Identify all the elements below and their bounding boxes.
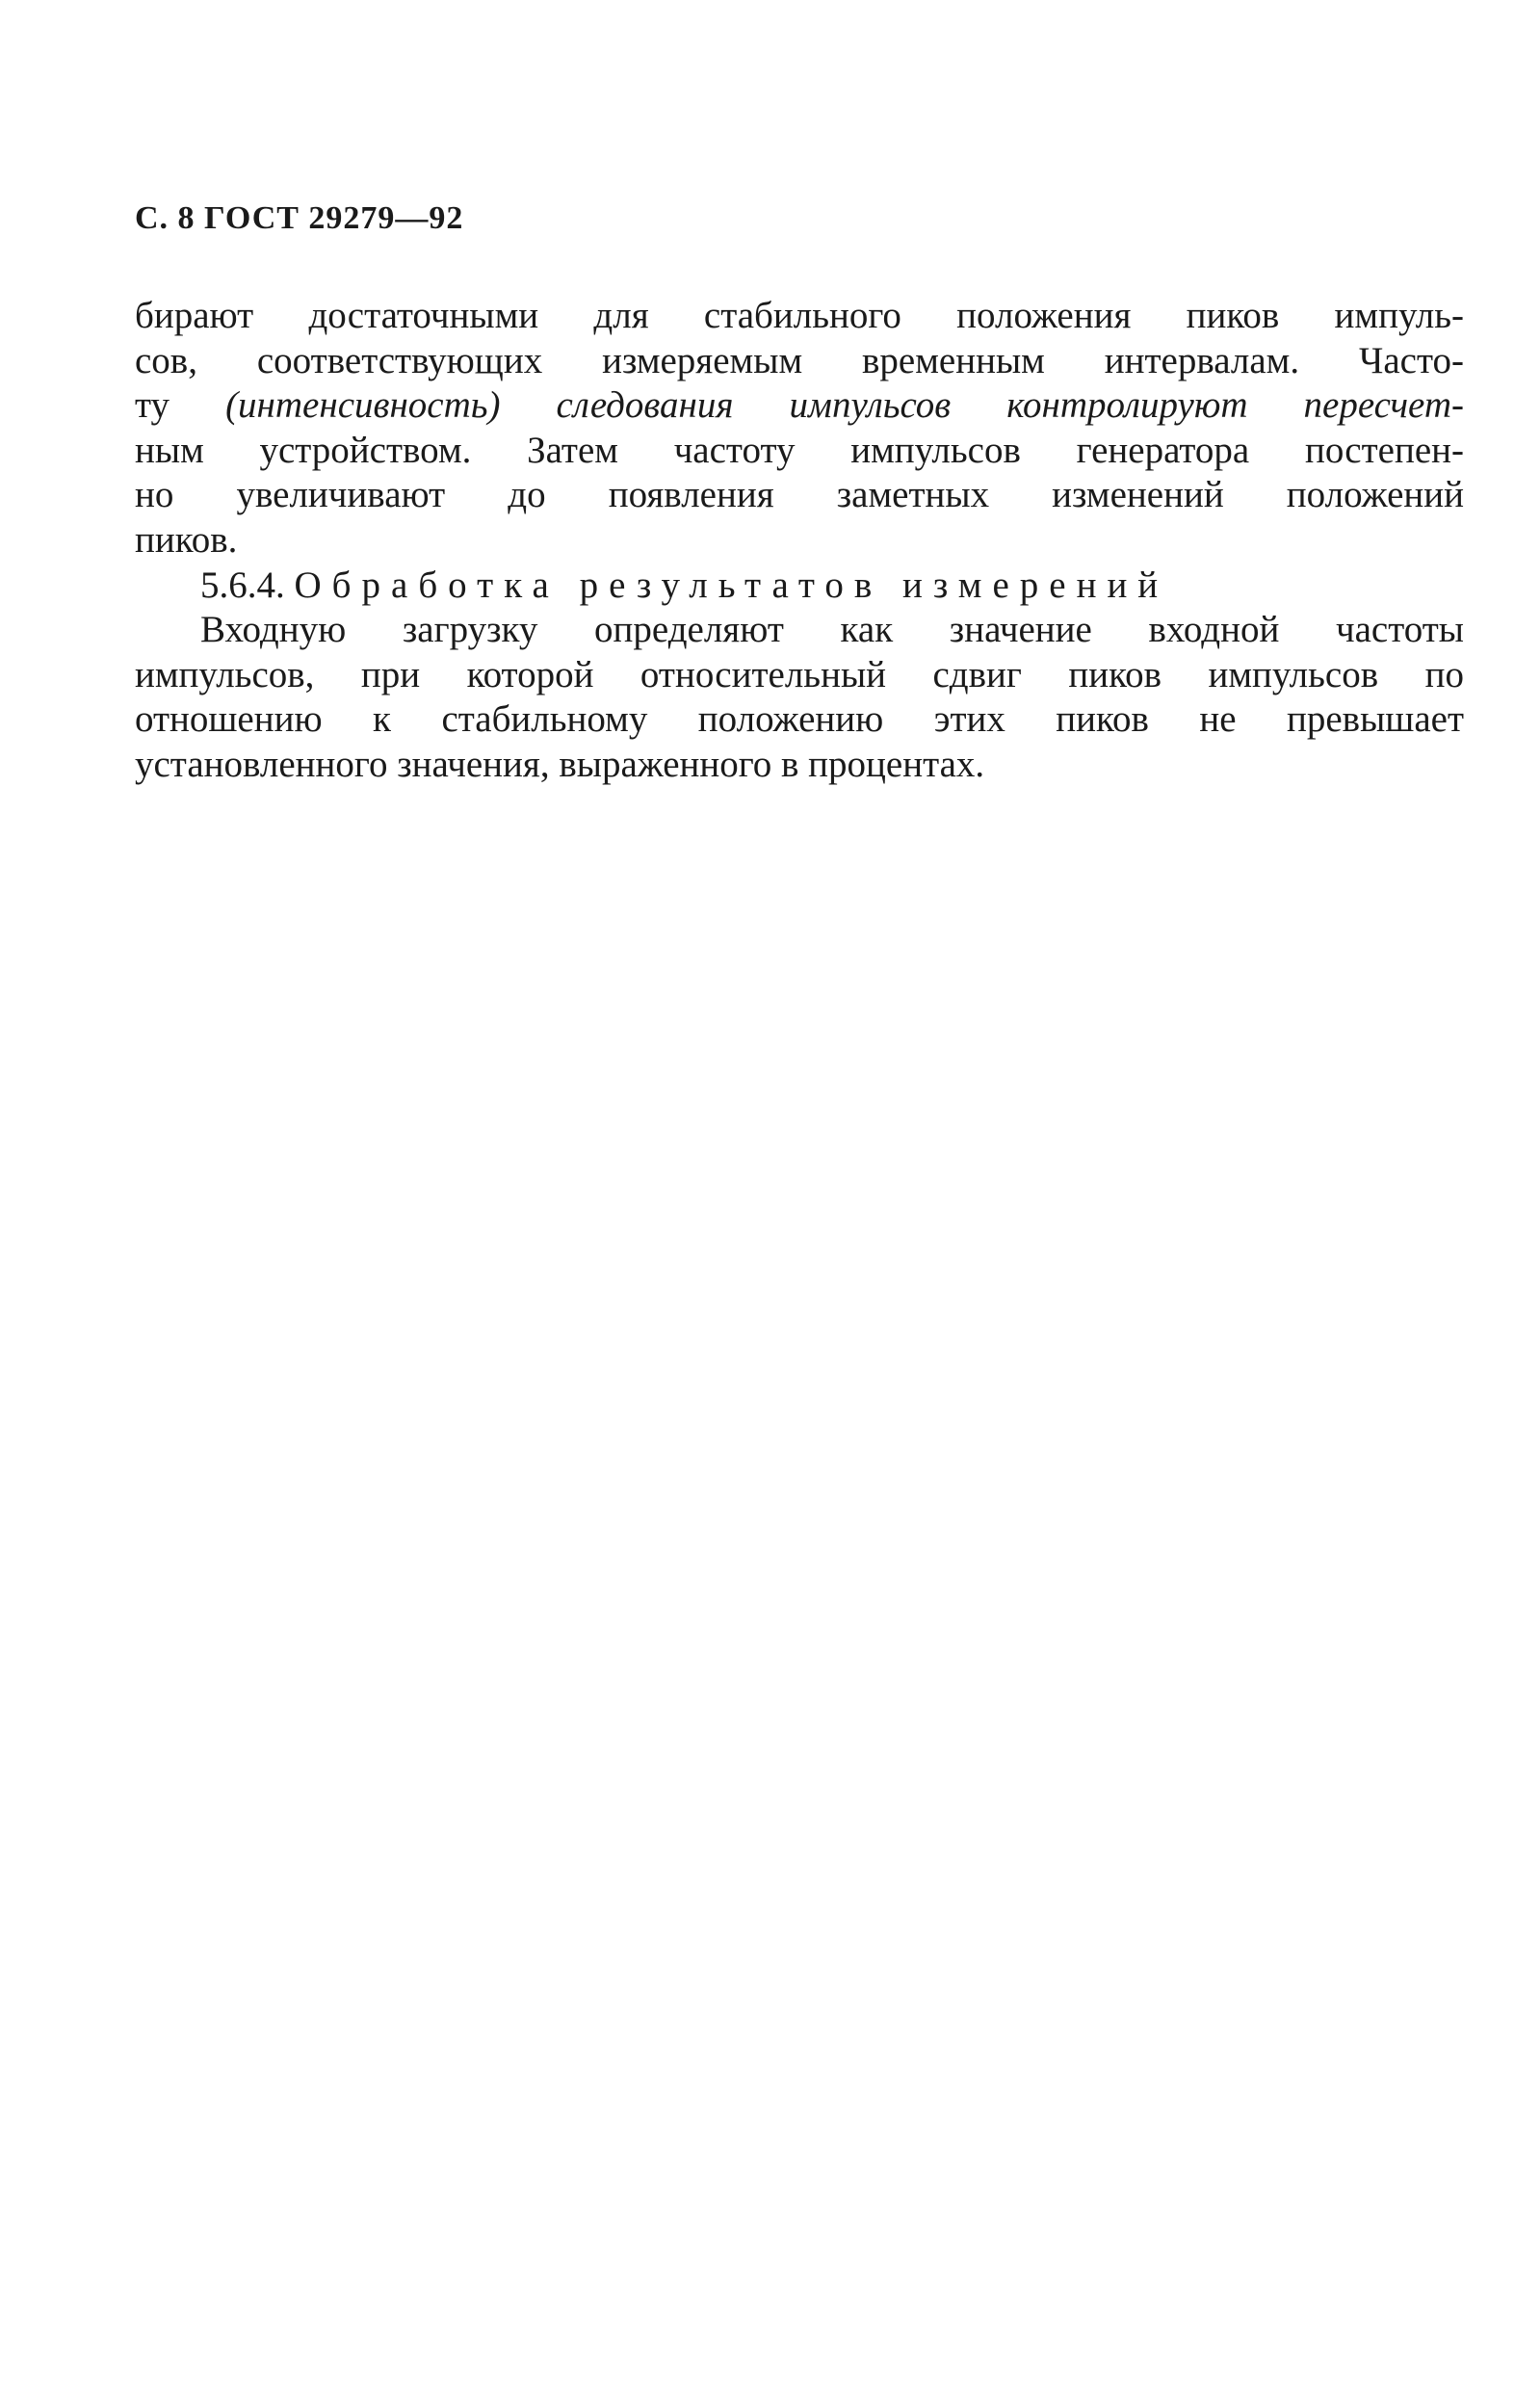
paragraph: [135, 608, 1464, 787]
running-head: С. 8 ГОСТ 29279—92: [135, 200, 464, 236]
text-line: сов, соответствующих измеряемым временным интервалам. Часто-: [135, 339, 1464, 381]
italic-text-fragment: (интенсивность) следования импульсов контролируют пересчет-: [225, 384, 1465, 427]
text-line: Входную загрузку определяют как значение входной частоты: [200, 609, 1464, 651]
section-title: Обработка результатов измерений: [294, 564, 1169, 606]
text-line: ным устройством. Затем частоту импульсов генератора постепен-: [135, 429, 1464, 471]
text-line: бирают достаточными для стабильного положения пиков импуль-: [135, 295, 1464, 336]
section-number: 5.6.4.: [200, 564, 285, 606]
section-heading: [135, 564, 1464, 609]
text-line: импульсов, при которой относительный сдвиг пиков импульсов по: [135, 653, 1464, 695]
text-fragment: ту: [135, 384, 226, 427]
text-line: пиков.: [135, 518, 238, 561]
text-line: но увеличивают до появления заметных изменений положений: [135, 474, 1464, 516]
text-line: отношению к стабильному положению этих пиков не превышает: [135, 698, 1464, 741]
body-text: [135, 294, 1464, 788]
text-line: установленного значения, выраженного в процентах.: [135, 743, 985, 785]
paragraph-continued: [135, 294, 1464, 564]
text-line: [135, 383, 1464, 429]
